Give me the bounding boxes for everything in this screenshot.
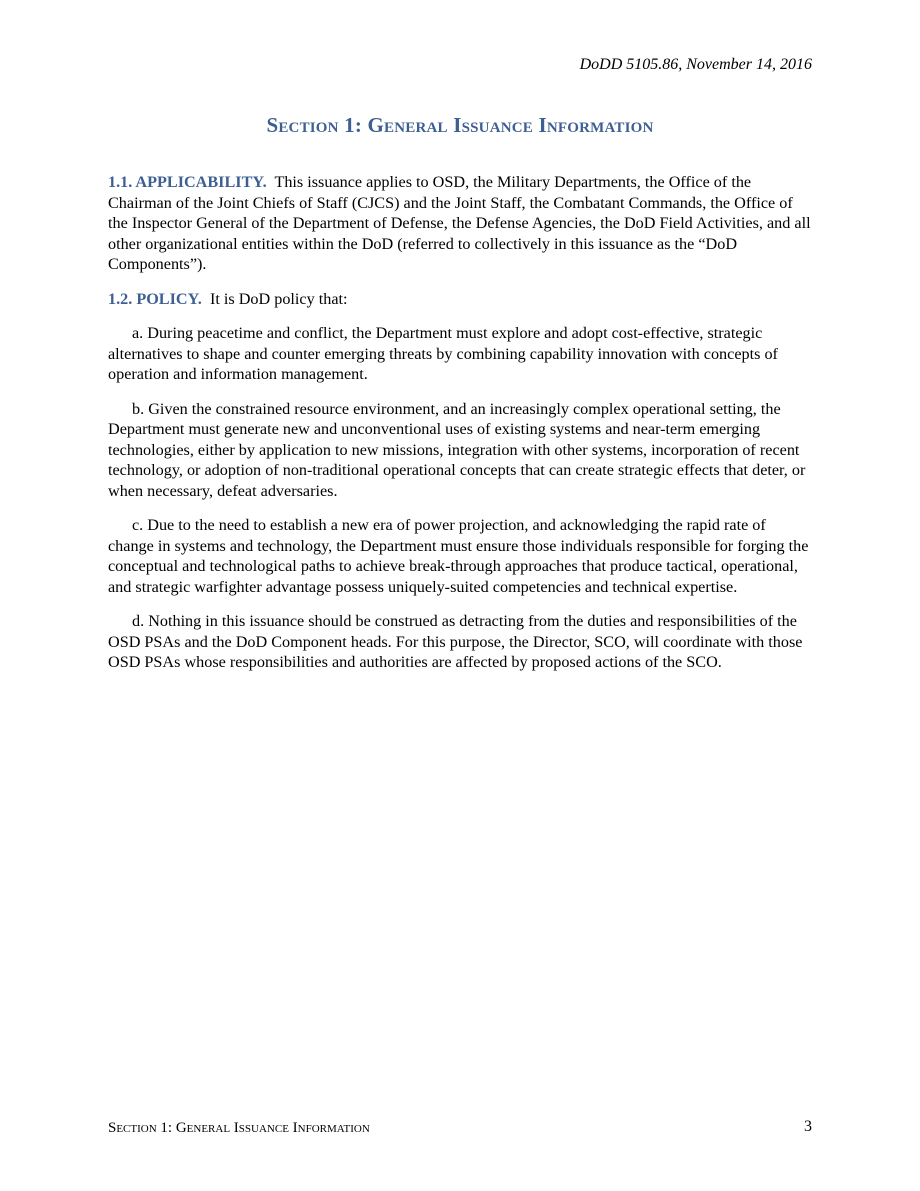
document-body (108, 172, 813, 687)
section-title: Section 1: General Issuance Information (266, 113, 654, 137)
policy-item-b: b. Given the constrained resource environment, and an increasingly complex operational setting, the Department must generate new and unconventional uses of existing systems and near-term emerging technologies, either by application to new missions, integration with other systems, incorporation of recent technology, or adoption of non-traditional operational concepts that can create strategic effects that deter, or when necessary, defeat adversaries. (108, 399, 806, 500)
applicability-label: 1.1. APPLICABILITY. (108, 173, 267, 191)
policy-item-c: c. Due to the need to establish a new era of power projection, and acknowledging the rapid rate of change in systems and technology, the Department must ensure those individuals responsible for forging the conceptual and technological paths to achieve break-through approaches that produce tactical, operational, and strategic warfighter advantage possess uniquely-suited competencies and technical expertise. (108, 516, 809, 596)
page-number: 3 (804, 1118, 812, 1135)
running-header: DoDD 5105.86, November 14, 2016 (579, 56, 812, 73)
policy-text: It is DoD policy that: (209, 289, 348, 308)
footer-section-label: Section 1: General Issuance Information (108, 1120, 370, 1136)
policy-item-d: d. Nothing in this issuance should be construed as detracting from the duties and responsibilities of the OSD PSAs and the DoD Component heads. For this purpose, the Director, SCO, will coordinate with those OSD PSAs whose responsibilities and authorities are affected by proposed actions of the SCO. (108, 612, 803, 671)
policy-label: 1.2. POLICY. (108, 289, 202, 308)
policy-item-a: a. During peacetime and conflict, the Department must explore and adopt cost-effective, strategic alternatives to shape and counter emerging threats by combining capability innovation with concepts of operation and information management. (108, 324, 778, 383)
paragraph-applicability (108, 172, 813, 275)
paragraph-policy (108, 289, 813, 310)
applicability-text: This issuance applies to OSD, the Military Departments, the Office of the Chairman of the Joint Chiefs of Staff (CJCS) and the Joint Staff, the Combatant Commands, the Office of the Inspector General of the Department of Defense, the Defense Agencies, the DoD Field Activities, and all other organizational entities within the DoD (referred to collectively in this issuance as the “DoD Components”). (108, 173, 811, 273)
